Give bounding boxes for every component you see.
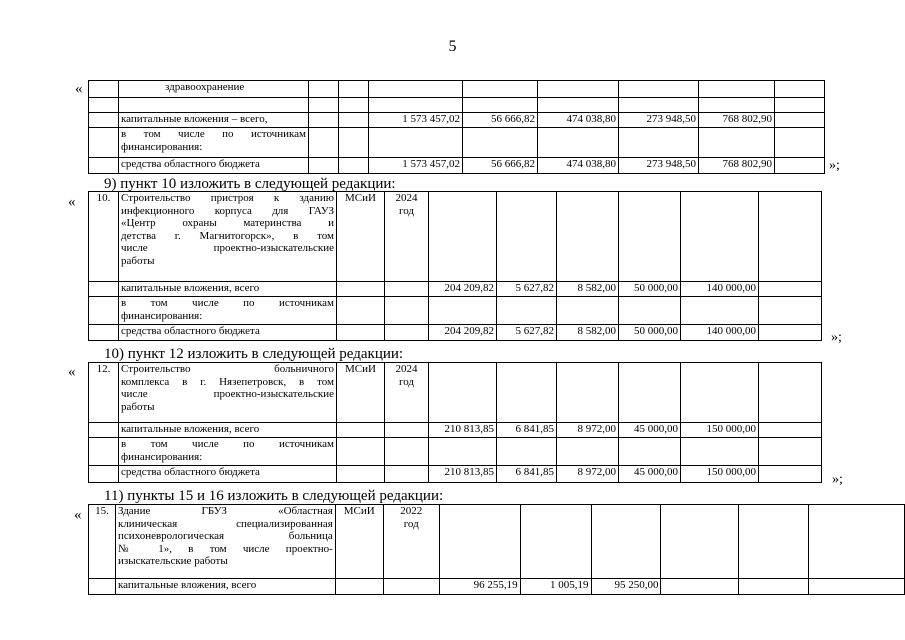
item-title <box>119 192 337 282</box>
table-block-3 <box>88 504 905 595</box>
cell-value: 56 666,82 <box>463 158 538 174</box>
table-row <box>89 192 822 282</box>
row-name-line: в том числе по источникам <box>121 128 306 140</box>
agency: МСиИ <box>337 363 385 423</box>
cell-value: 140 000,00 <box>681 282 759 297</box>
item-title-line: числе проектно-изыскательские <box>121 242 334 254</box>
close-mark: »; <box>831 330 842 345</box>
cell-total: 204 209,82 <box>429 325 497 341</box>
cell-total: 96 255,19 <box>439 579 520 595</box>
year: 2022 <box>400 505 423 517</box>
cell-value: 1 005,19 <box>520 579 591 595</box>
row-name: капитальные вложения – всего, <box>119 113 309 128</box>
row-name-line: финансирования: <box>121 309 203 322</box>
table-row <box>89 81 825 98</box>
row-name: капитальные вложения, всего <box>119 282 337 297</box>
row-name: средства областного бюджета <box>119 325 337 341</box>
row-name: средства областного бюджета <box>119 158 309 174</box>
cell-total: 210 813,85 <box>429 466 497 483</box>
cell-value: 150 000,00 <box>681 423 759 438</box>
cell-value: 8 582,00 <box>557 282 619 297</box>
cell-value: 768 802,90 <box>699 113 775 128</box>
agency: МСиИ <box>337 192 385 282</box>
item-title-line: детства г. Магнитогорск», в том <box>121 229 334 242</box>
table-block-1 <box>88 191 822 341</box>
table-row <box>89 579 905 595</box>
cell-value: 56 666,82 <box>463 113 538 128</box>
table-block-0 <box>88 80 825 174</box>
section-heading-9: 9) пункт 10 изложить в следующей редакции: <box>104 176 396 192</box>
row-name-line: в том числе по источникам <box>121 297 334 309</box>
item-number: 10. <box>89 192 119 282</box>
row-name: капитальные вложения, всего <box>119 423 337 438</box>
year: 2024 <box>395 192 418 204</box>
cell-value: 6 841,85 <box>497 466 557 483</box>
table-row <box>89 113 825 128</box>
item-title-line: клиническая специализированная <box>117 517 333 530</box>
item-title-line: Строительство больничного <box>121 363 334 375</box>
table-row <box>89 438 822 466</box>
item-title <box>115 505 335 579</box>
item-title-line: работы <box>121 400 155 413</box>
cell-value: 45 000,00 <box>619 423 681 438</box>
item-title-line: «Центр охраны материнства и <box>121 217 334 229</box>
table-row <box>89 466 822 483</box>
cell-value: 8 582,00 <box>557 325 619 341</box>
table-row <box>89 297 822 325</box>
table-row <box>89 98 825 113</box>
cell-value: 8 972,00 <box>557 466 619 483</box>
table-block-2 <box>88 362 822 483</box>
item-title-line: Здание ГБУЗ «Областная <box>117 505 333 517</box>
cell-total: 1 573 457,02 <box>369 113 463 128</box>
item-title-line: комплекса в г. Нязепетровск, в том <box>121 375 334 388</box>
item-number: 12. <box>89 363 119 423</box>
cell-value: 150 000,00 <box>681 466 759 483</box>
cell-value: 474 038,80 <box>538 113 619 128</box>
close-mark: »; <box>832 472 843 487</box>
year-suffix: год <box>398 375 415 388</box>
table-row <box>89 158 825 174</box>
cell-value: 474 038,80 <box>538 158 619 174</box>
open-quote: « <box>75 81 83 97</box>
cell-value: 273 948,50 <box>619 113 699 128</box>
row-name-line: финансирования: <box>121 450 203 463</box>
agency: МСиИ <box>335 505 383 579</box>
table-row <box>89 505 905 579</box>
cell-total: 210 813,85 <box>429 423 497 438</box>
cell-value: 50 000,00 <box>619 325 681 341</box>
cell-total: 1 573 457,02 <box>369 158 463 174</box>
row-name-line: в том числе по источникам <box>121 438 334 450</box>
year-suffix: год <box>403 517 419 530</box>
item-title-line: психоневрологическая больница <box>117 530 333 542</box>
section-heading-11: 11) пункты 15 и 16 изложить в следующей редакции: <box>104 488 444 504</box>
table-row <box>89 363 822 423</box>
cell-value: 140 000,00 <box>681 325 759 341</box>
year: 2024 <box>395 363 418 375</box>
row-name: капитальные вложения, всего <box>115 579 335 595</box>
table-row <box>89 325 822 341</box>
item-title-line: изыскательские работы <box>117 555 228 567</box>
cell-total: 204 209,82 <box>429 282 497 297</box>
cell-value: 6 841,85 <box>497 423 557 438</box>
cell-value: 768 802,90 <box>699 158 775 174</box>
open-quote: « <box>68 194 76 210</box>
open-quote: « <box>74 507 82 523</box>
cell-value: 95 250,00 <box>591 579 661 595</box>
table-row <box>89 128 825 158</box>
cell-value: 8 972,00 <box>557 423 619 438</box>
cell-value: 50 000,00 <box>619 282 681 297</box>
open-quote: « <box>68 364 76 380</box>
item-title-line: числе проектно-изыскательские <box>121 388 334 400</box>
year-suffix: год <box>398 204 415 217</box>
close-mark: »; <box>829 158 840 173</box>
cell-value: 273 948,50 <box>619 158 699 174</box>
table-row <box>89 282 822 297</box>
cell-value: 45 000,00 <box>619 466 681 483</box>
row-name-line: финансирования: <box>121 140 203 153</box>
row-name: средства областного бюджета <box>119 466 337 483</box>
item-title <box>119 363 337 423</box>
item-title-line: работы <box>121 254 155 267</box>
table-row <box>89 423 822 438</box>
item-number: 15. <box>89 505 116 579</box>
item-title-line: Строительство пристроя к зданию <box>121 192 334 204</box>
section-heading-10: 10) пункт 12 изложить в следующей редакции: <box>104 346 404 362</box>
item-title-line: № 1», в том числе проектно- <box>117 542 333 555</box>
cell-value: 5 627,82 <box>497 282 557 297</box>
page-number: 5 <box>448 38 457 55</box>
row-name: здравоохранение <box>119 81 309 98</box>
cell-value: 5 627,82 <box>497 325 557 341</box>
item-title-line: инфекционного корпуса для ГАУЗ <box>121 204 334 217</box>
